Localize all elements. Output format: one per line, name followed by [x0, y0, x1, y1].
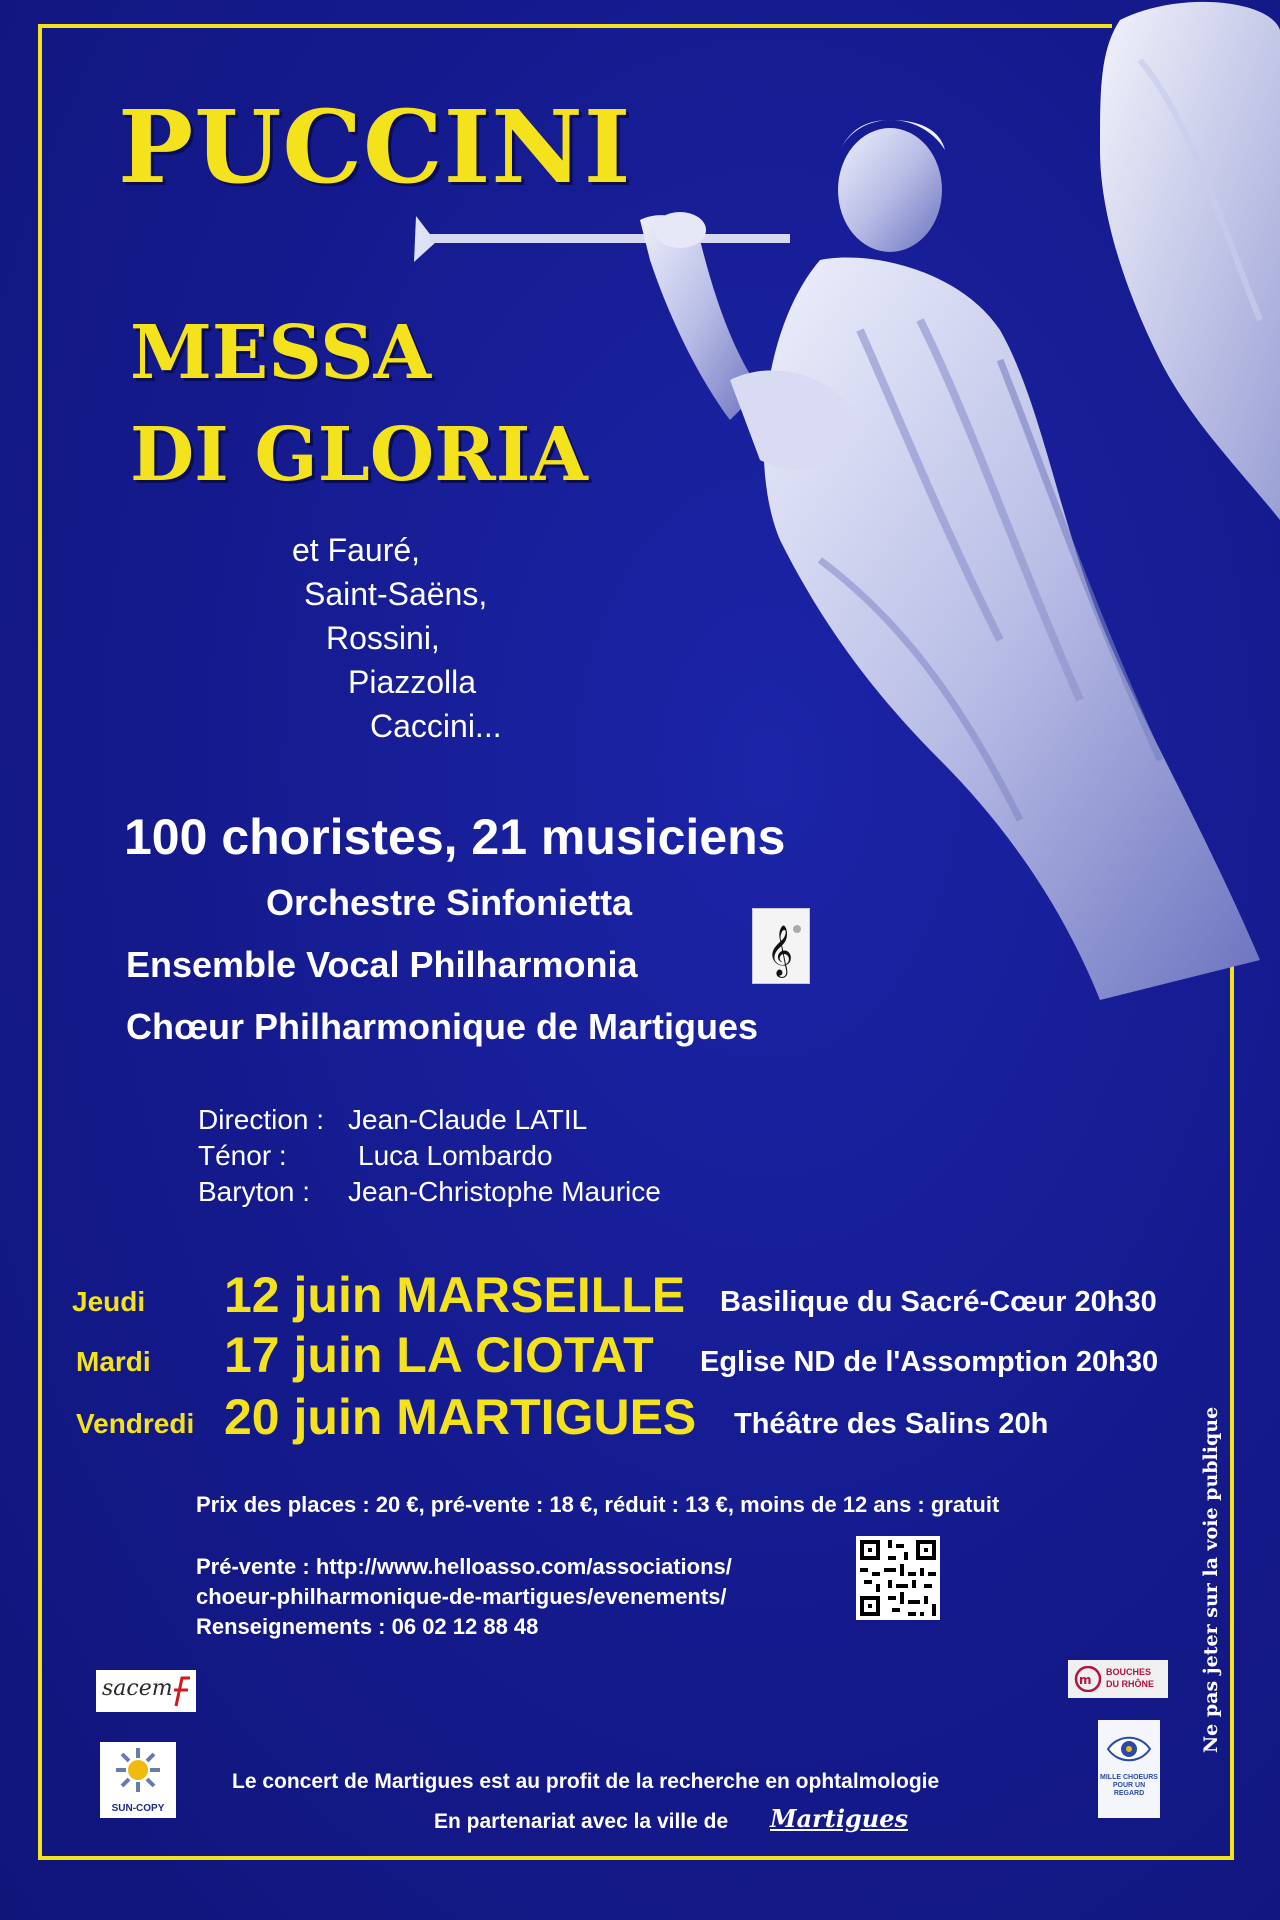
concert-venue: Basilique du Sacré-Cœur 20h30 — [720, 1286, 1157, 1318]
concert-day: Vendredi — [76, 1408, 195, 1439]
composer-list-item: Saint-Saëns, — [304, 576, 488, 612]
sacem-logo-text: sacem — [102, 1676, 173, 1701]
ensemble-vocal: Ensemble Vocal Philharmonia — [126, 944, 638, 985]
eye-icon — [1106, 1726, 1152, 1772]
bouches-du-rhone-logo — [1068, 1660, 1168, 1698]
footer-charity-note: Le concert de Martigues est au profit de la recherche en ophtalmologie — [232, 1770, 940, 1793]
concert-date-city: 12 juin MARSEILLE — [224, 1267, 686, 1323]
concert-date-city: 17 juin LA CIOTAT — [224, 1327, 654, 1383]
side-disposal-note: Ne pas jeter sur la voie publique — [1200, 1406, 1222, 1754]
sacem-logo — [96, 1670, 196, 1712]
info-phone: Renseignements : 06 02 12 88 48 — [196, 1614, 539, 1639]
qr-code[interactable] — [856, 1536, 940, 1620]
concert-venue: Eglise ND de l'Assomption 20h30 — [700, 1346, 1159, 1378]
credit-role-direction: Direction : — [198, 1104, 325, 1135]
presale-url-line2[interactable]: choeur-philharmonique-de-martigues/evenements/ — [196, 1584, 727, 1609]
ensemble-choir: Chœur Philharmonique de Martigues — [126, 1006, 759, 1047]
frame-left-border — [38, 24, 42, 1860]
treble-clef-icon — [753, 909, 809, 983]
headline-performers: 100 choristes, 21 musiciens — [124, 809, 786, 865]
concert-day: Jeudi — [72, 1286, 146, 1317]
composer-list-item: Piazzolla — [348, 664, 477, 700]
sacem-f-icon — [168, 1674, 192, 1708]
frame-right-border — [1230, 952, 1234, 1860]
ticket-prices: Prix des places : 20 €, pré-vente : 18 €, réduit : 13 €, moins de 12 ans : gratuit — [196, 1492, 1000, 1517]
footer-partnership: En partenariat avec la ville de — [434, 1810, 729, 1833]
composer-list-item: Caccini... — [370, 708, 502, 744]
credit-name-tenor: Luca Lombardo — [358, 1140, 553, 1171]
composer-title: PUCCINI — [118, 88, 632, 206]
credit-name-direction: Jean-Claude LATIL — [348, 1104, 588, 1135]
sun-copy-icon — [114, 1746, 162, 1794]
frame-bottom-border — [38, 1856, 1234, 1860]
composer-list-item: et Fauré, — [292, 532, 421, 568]
credit-role-baritone: Baryton : — [198, 1176, 311, 1207]
work-title-line1: MESSA — [130, 310, 431, 396]
sun-copy-logo — [100, 1742, 176, 1818]
bouches-du-rhone-text: BOUCHES DU RHÔNE — [1106, 1667, 1155, 1689]
mille-choeurs-logo — [1098, 1720, 1160, 1818]
concert-date-city: 20 juin MARTIGUES — [224, 1389, 697, 1445]
concert-day: Mardi — [76, 1346, 151, 1377]
qr-code-icon — [856, 1536, 940, 1620]
concert-venue: Théâtre des Salins 20h — [734, 1408, 1049, 1440]
bouches-du-rhone-icon — [1074, 1666, 1102, 1692]
composer-list-item: Rossini, — [326, 620, 440, 656]
ensemble-orchestra: Orchestre Sinfonietta — [266, 882, 633, 923]
svg-text:𝄞: 𝄞 — [767, 925, 794, 976]
work-title-line2: DI GLORIA — [130, 412, 588, 498]
credit-name-baritone: Jean-Christophe Maurice — [348, 1176, 661, 1207]
presale-url-line1[interactable]: Pré-vente : http://www.helloasso.com/associations/ — [196, 1554, 732, 1579]
treble-clef-logo — [752, 908, 810, 984]
martigues-logo: Martigues — [770, 1804, 908, 1833]
credit-role-tenor: Ténor : — [198, 1140, 287, 1171]
svg-text:m: m — [1079, 1673, 1092, 1687]
mille-choeurs-text: MILLE CHOEURS POUR UN REGARD — [1100, 1774, 1158, 1797]
sun-copy-logo-text: SUN-COPY — [111, 1803, 165, 1814]
